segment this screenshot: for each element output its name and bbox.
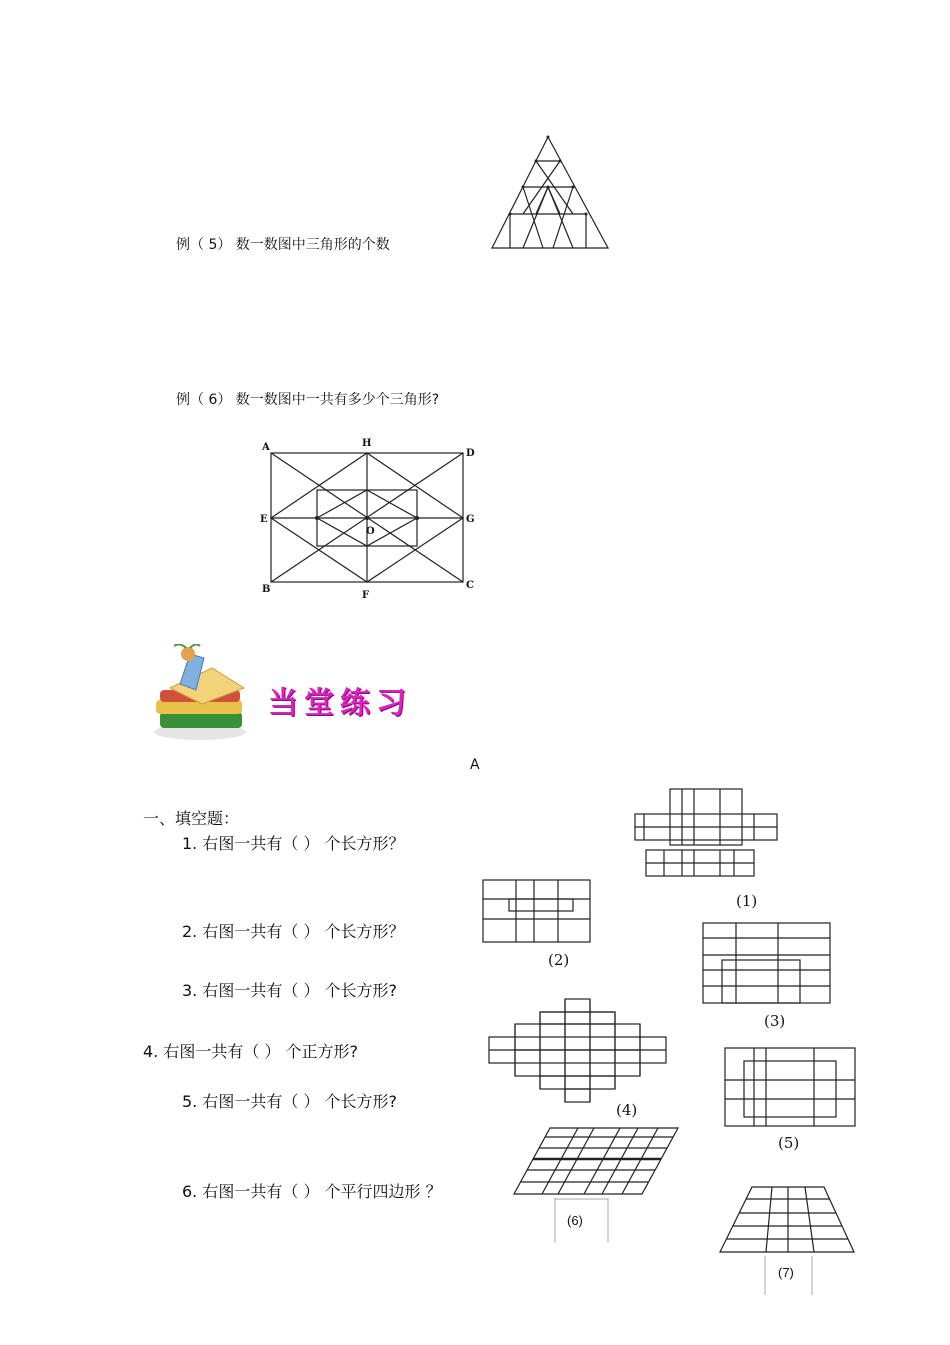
example-6-text: 例（ 6） 数一数图中一共有多少个三角形? xyxy=(176,392,440,408)
books-icon xyxy=(150,644,252,742)
example-5-text: 例（ 5） 数一数图中三角形的个数 xyxy=(176,237,390,253)
figure-7 xyxy=(718,1184,858,1256)
practice-banner-title: 当堂练习 xyxy=(268,686,412,721)
figure-2 xyxy=(482,879,592,945)
label-b: B xyxy=(262,584,271,595)
caption-6-box xyxy=(554,1198,612,1244)
question-2: 2. 右图一共有（ ） 个长方形？ xyxy=(182,922,405,941)
caption-3: (3) xyxy=(764,1012,786,1030)
caption-4: (4) xyxy=(616,1101,638,1119)
caption-5: (5) xyxy=(778,1134,800,1152)
caption-6: (6) xyxy=(567,1213,583,1228)
question-5: 5. 右图一共有（ ） 个长方形? xyxy=(182,1092,398,1111)
label-o: O xyxy=(366,526,375,537)
triangle-figure xyxy=(488,132,613,254)
section-marker: A xyxy=(470,757,480,773)
figure-1 xyxy=(634,788,778,880)
label-e: E xyxy=(260,514,268,525)
question-1: 1. 右图一共有（ ） 个长方形？ xyxy=(182,834,405,853)
caption-1: (1) xyxy=(736,892,758,910)
question-4: 4. 右图一共有（ ） 个正方形? xyxy=(143,1042,359,1061)
label-d: D xyxy=(466,448,475,459)
rectangle-figure xyxy=(256,436,480,604)
section-heading: 一、填空题： xyxy=(143,809,240,828)
caption-2: (2) xyxy=(548,951,570,969)
figure-4 xyxy=(488,998,668,1104)
label-g: G xyxy=(466,514,475,525)
caption-7: (7) xyxy=(778,1265,794,1280)
figure-5 xyxy=(724,1047,858,1129)
figure-3 xyxy=(702,922,832,1006)
label-c: C xyxy=(466,580,474,591)
question-6: 6. 右图一共有（ ） 个平行四边形 ？ xyxy=(182,1182,442,1201)
label-a: A xyxy=(262,442,270,453)
label-f: F xyxy=(362,590,370,601)
label-h: H xyxy=(362,438,372,449)
question-3: 3. 右图一共有（ ） 个长方形? xyxy=(182,981,398,1000)
figure-6 xyxy=(510,1125,682,1197)
